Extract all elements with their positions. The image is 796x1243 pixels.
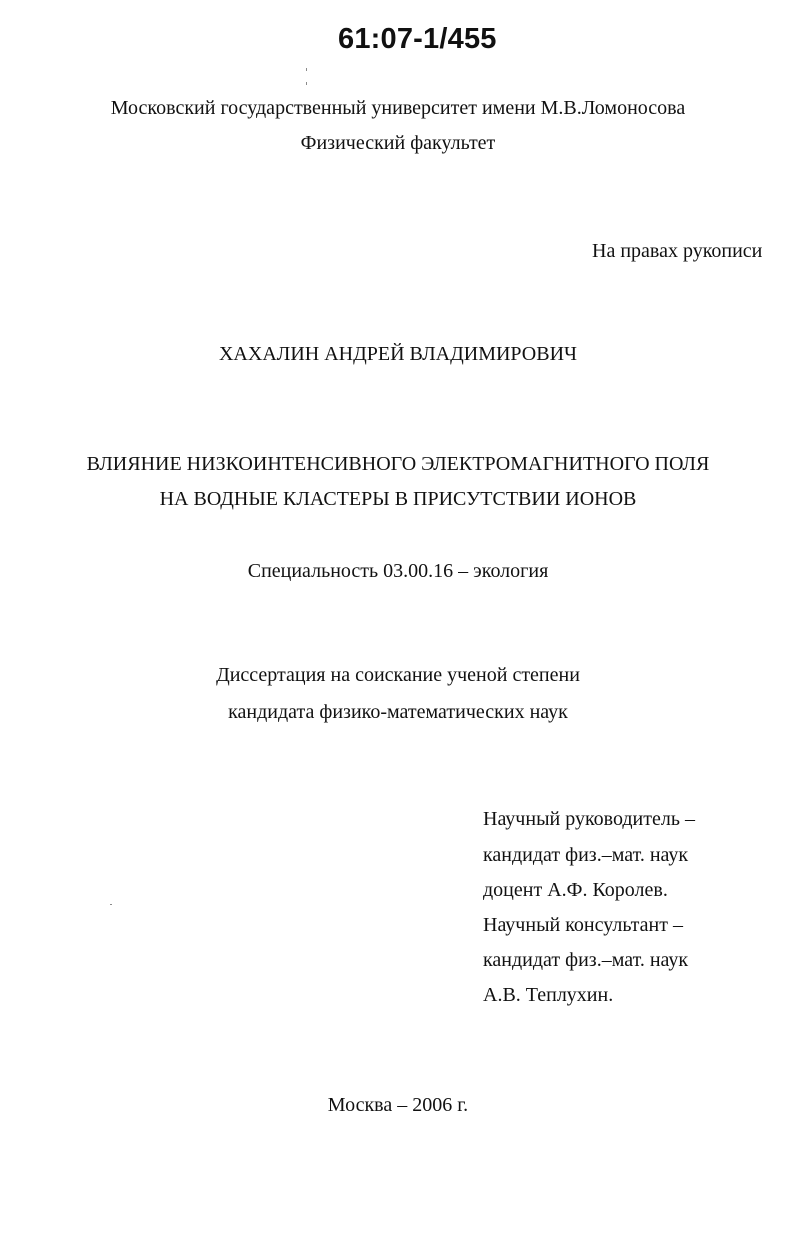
consultant-line-1: Научный консультант – [483, 914, 683, 936]
scan-speck [306, 68, 307, 71]
degree-line-2: кандидата физико-математических наук [228, 701, 568, 723]
degree-line-1: Диссертация на соискание ученой степени [216, 664, 580, 686]
author-name: ХАХАЛИН АНДРЕЙ ВЛАДИМИРОВИЧ [218, 343, 578, 365]
supervisor-line-3: доцент А.Ф. Королев. [483, 879, 668, 901]
supervisor-line-2: кандидат физ.–мат. наук [483, 844, 689, 866]
thesis-title-line-1: ВЛИЯНИЕ НИЗКОИНТЕНСИВНОГО ЭЛЕКТРОМАГНИТНОГО ПОЛЯ [86, 453, 710, 475]
consultant-line-3: А.В. Теплухин. [483, 984, 614, 1006]
scan-speck [306, 82, 307, 85]
city-year: Москва – 2006 г. [327, 1094, 469, 1116]
supervisor-line-1: Научный руководитель – [483, 808, 695, 830]
consultant-line-2: кандидат физ.–мат. наук [483, 949, 689, 971]
archive-code-stamp: 61:07-1/455 [338, 23, 497, 55]
manuscript-rights-note: На правах рукописи [592, 240, 763, 262]
thesis-title-line-2: НА ВОДНЫЕ КЛАСТЕРЫ В ПРИСУТСТВИИ ИОНОВ [159, 488, 637, 510]
university-name: Московский государственный университет имени М.В.Ломоносова [110, 97, 686, 119]
specialty-line: Специальность 03.00.16 – экология [247, 560, 549, 582]
scan-speck [110, 904, 112, 905]
faculty-name: Физический факультет [300, 132, 496, 154]
